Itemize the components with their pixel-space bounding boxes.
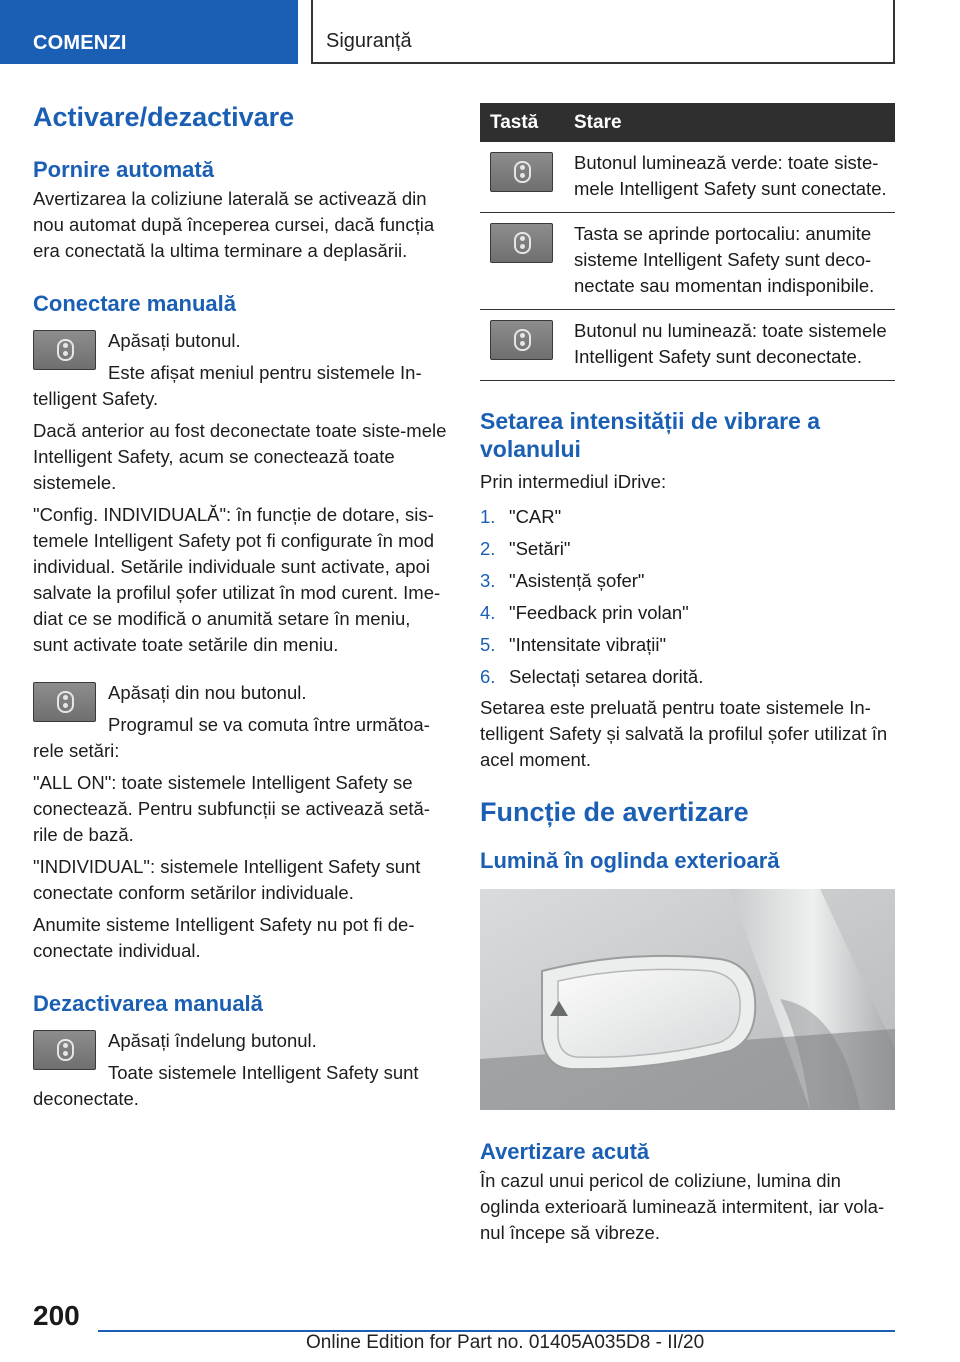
heading-auto-start: Pornire automată — [33, 157, 214, 182]
left-column — [33, 100, 449, 1112]
table-row — [480, 142, 895, 213]
auto-start-text: Avertizarea la coliziune laterală se activează din nou automat după începerea cursei, dacă funcția era conectată la ultima terminare a deplasării. — [33, 188, 435, 261]
acute-warning-text: În cazul unui pericol de coliziune, lumina din oglinda exterioară luminează intermitent, iar vola-nul începe să vibreze. — [480, 1170, 885, 1243]
intelligent-safety-icon — [57, 691, 74, 713]
intelligent-safety-icon — [514, 329, 531, 351]
intelligent-safety-button-image — [490, 320, 553, 360]
vibration-after-text: Setarea este preluată pentru toate sistemele In-telligent Safety și salvată la profilul șofer utilizat în acel moment. — [480, 697, 888, 770]
heading-mirror-light: Lumină în oglinda exterioară — [480, 848, 780, 873]
chapter-tab[interactable]: COMENZI — [0, 0, 298, 64]
table-state-cell: Butonul luminează verde: toate siste-mele Intelligent Safety sunt conectate. — [564, 142, 895, 213]
manual-off-step-text: Apăsați îndelung butonul. — [108, 1030, 317, 1051]
list-item: 1. "CAR" — [480, 506, 562, 527]
toggle-step-result: Programul se va comuta între următoa-rele setări: — [33, 714, 430, 761]
list-item: 2. "Setări" — [480, 538, 571, 559]
status-table — [480, 103, 895, 381]
right-column — [480, 103, 895, 1246]
heading-manual-off: Dezactivarea manuală — [33, 991, 263, 1016]
heading-acute-warning: Avertizare acută — [480, 1139, 650, 1164]
vibration-intro: Prin intermediul iDrive: — [480, 471, 667, 492]
manual-on-para-2: "Config. INDIVIDUALĂ": în funcție de dotare, sis-temele Intelligent Safety pot fi configurate în mod individual. Setările individuale sunt activate, apoi salvate la profilul șofer utilizat în mod curent. Ime-diat ce se modifică o anumită setare în meniu, sunt activate toate setările din meniu. — [33, 504, 441, 655]
manual-on-step — [33, 328, 449, 412]
list-item: 6. Selectați setarea dorită. — [480, 666, 704, 687]
manual-toggle-step — [33, 680, 449, 764]
intelligent-safety-button-image — [490, 152, 553, 192]
table-icon-cell — [480, 142, 564, 213]
intelligent-safety-button-image — [490, 223, 553, 263]
table-row — [480, 310, 895, 381]
manual-off-step — [33, 1028, 449, 1112]
table-state-cell: Butonul nu luminează: toate sistemele Intelligent Safety sunt deconectate. — [564, 310, 895, 381]
heading-manual-on: Conectare manuală — [33, 291, 236, 316]
table-icon-cell — [480, 310, 564, 381]
vibration-steps — [480, 501, 895, 693]
manual-off-step-result: Toate sistemele Intelligent Safety sunt deconectate. — [33, 1062, 419, 1109]
intelligent-safety-icon — [57, 1039, 74, 1061]
manual-on-para-1: Dacă anterior au fost deconectate toate siste-mele Intelligent Safety, acum se conectează toate sistemele. — [33, 420, 447, 493]
individual-para: "INDIVIDUAL": sistemele Intelligent Safety sunt conectate conform setărilor individuale. — [33, 856, 421, 903]
table-header-key: Tastă — [490, 111, 539, 133]
table-row — [480, 213, 895, 310]
section-heading-activation: Activare/dezactivare — [33, 102, 295, 132]
table-header-state: Stare — [574, 111, 622, 133]
all-on-para: "ALL ON": toate sistemele Intelligent Safety se conectează. Pentru subfuncții se activează setă-rile de bază. — [33, 772, 430, 845]
table-icon-cell — [480, 213, 564, 310]
intelligent-safety-icon — [514, 232, 531, 254]
intelligent-safety-button-image — [33, 330, 96, 370]
list-item: 5. "Intensitate vibrații" — [480, 634, 667, 655]
toggle-step-text: Apăsați din nou butonul. — [108, 682, 307, 703]
table-state-cell: Tasta se aprinde portocaliu: anumite sisteme Intelligent Safety sunt deco-nectate sau momentan indisponibile. — [564, 213, 895, 310]
heading-vibration: Setarea intensității de vibrare a volanului — [480, 408, 821, 462]
list-item: 3. "Asistență șofer" — [480, 570, 645, 591]
section-title: Siguranță — [311, 0, 895, 64]
intelligent-safety-icon — [57, 339, 74, 361]
heading-warning-function: Funcție de avertizare — [480, 797, 749, 827]
page-number: 200 — [33, 1300, 80, 1331]
footer-edition-text: Online Edition for Part no. 01405A035D8 - II/20 — [306, 1332, 705, 1353]
intelligent-safety-icon — [514, 161, 531, 183]
list-item: 4. "Feedback prin volan" — [480, 602, 689, 623]
note-para: Anumite sisteme Intelligent Safety nu pot fi de-conectate individual. — [33, 914, 415, 961]
intelligent-safety-button-image — [33, 682, 96, 722]
mirror-warning-illustration — [480, 889, 895, 1110]
manual-on-step-text: Apăsați butonul. — [108, 330, 241, 351]
intelligent-safety-button-image — [33, 1030, 96, 1070]
manual-on-step-result: Este afișat meniul pentru sistemele In-telligent Safety. — [33, 362, 422, 409]
